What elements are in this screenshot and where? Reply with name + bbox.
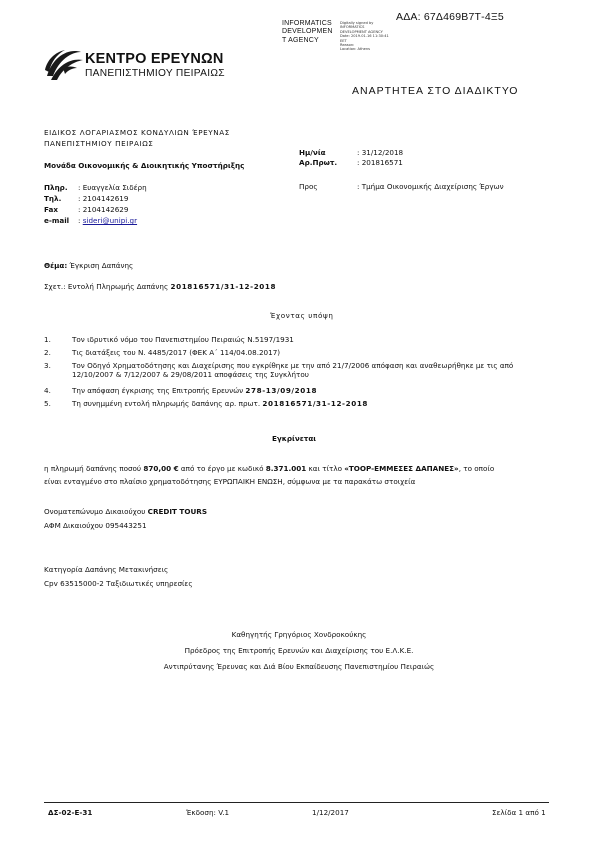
ada-code: ΑΔΑ: 67Δ469Β7Τ-4Ξ5 <box>396 11 504 23</box>
list-item: 5. Τη συνημμένη εντολή πληρωμής δαπάνης αρ. πρωτ. 201816571/31-12-2018 <box>44 399 369 408</box>
contact-row: Τηλ. : 2104142619 <box>44 194 129 203</box>
stamp-detail: Reason: <box>340 43 355 48</box>
signature-details <box>340 21 400 52</box>
stamp-detail: Date: 2019.01.16 11:30:41 <box>340 34 389 39</box>
list-item: 4. Την απόφαση έγκρισης της Επιτροπής Ερευνών 278-13/09/2018 <box>44 386 318 395</box>
contact-block <box>44 182 147 226</box>
list-item: 3. Τον Οδηγό Χρηματοδότησης και Διαχείρισης που εγκρίθηκε με την από 21/7/2006 απόφαση και αναθεωρήθηκε με τις από <box>44 361 514 370</box>
logo-title: ΚΕΝΤΡΟ ΕΡΕΥΝΩΝ <box>85 51 224 67</box>
signatory-role-2: Αντιπρύτανης Έρευνας και Διά Βίου Εκπαίδευσης Πανεπιστημίου Πειραιώς <box>163 662 435 671</box>
stamp-line: DEVELOPMEN <box>282 28 333 36</box>
subject-line: Θέμα: Έγκριση Δαπάνης <box>44 261 134 270</box>
footer-page: Σελίδα 1 από 1 <box>492 808 546 817</box>
logo-subtitle: ΠΑΝΕΠΙΣΤΗΜΙΟΥ ΠΕΙΡΑΙΩΣ <box>85 68 225 79</box>
research-center-logo-icon <box>43 46 85 82</box>
org-unit: Μονάδα Οικονομικής & Διοικητικής Υποστήριξης <box>44 161 245 170</box>
list-item: 1. Τον ιδρυτικό νόμο του Πανεπιστημίου Πειραιώς Ν.5197/1931 <box>44 335 294 344</box>
signature-block <box>44 627 554 675</box>
footer-date: 1/12/2017 <box>312 808 349 817</box>
list-item: 2. Τις διατάξεις του Ν. 4485/2017 (ΦΕΚ Α΄ 114/04.08.2017) <box>44 348 281 357</box>
signatory-role-1: Πρόεδρος της Επιτροπής Ερευνών και Διαχείρισης του Ε.Λ.Κ.Ε. <box>184 646 414 655</box>
approval-body-line-2: είναι ενταγμένο στο πλαίσιο χρηματοδότησης ΕΥΡΩΠΑΙΚΗ ΕΝΩΣΗ, σύμφωνα με τα παρακάτω στοιχεία <box>44 477 416 486</box>
contact-row: Fax : 2104142629 <box>44 205 129 214</box>
list-item-continuation: 12/10/2007 & 7/12/2007 & 29/08/2011 αποφάσεις της Συγκλήτου <box>72 370 309 379</box>
beneficiary-afm: ΑΦΜ Δικαιούχου 095443251 <box>44 521 147 530</box>
recipient-label: Προς <box>299 182 318 191</box>
signatory-name: Καθηγητής Γρηγόριος Χονδροκούκης <box>231 630 367 639</box>
stamp-detail: Location: Athens <box>340 47 370 52</box>
org-line-1: ΕΙΔΙΚΟΣ ΛΟΓΑΡΙΑΣΜΟΣ ΚΟΝΔΥΛΙΩΝ ΈΡΕΥΝΑΣ <box>44 128 230 137</box>
footer-divider <box>44 802 549 803</box>
approved-heading: Εγκρίνεται <box>272 434 317 443</box>
considering-list <box>44 335 554 412</box>
approval-body-line-1: η πληρωμή δαπάνης ποσού 870,00 € από το έργο με κωδικό 8.371.001 και τίτλο «TOOP-ΕΜΜΕΣΕΣ ΔΑΠΑΝΕΣ», το οποίο <box>44 464 495 473</box>
stamp-detail: INFORMATICS <box>340 25 365 30</box>
protocol-label: Αρ.Πρωτ. <box>299 158 338 167</box>
considering-heading: Έχοντας υπόψη <box>270 311 334 320</box>
protocol-value: : 201816571 <box>357 158 403 167</box>
related-line: Σχετ.: Εντολή Πληρωμής Δαπάνης 201816571/31-12-2018 <box>44 282 277 291</box>
date-label: Ημ/νία <box>299 148 326 157</box>
email-link[interactable]: sideri@unipi.gr <box>82 216 138 225</box>
date-value: : 31/12/2018 <box>357 148 404 157</box>
beneficiary-name: Ονοματεπώνυμο Δικαιούχου CREDIT TOURS <box>44 507 207 516</box>
stamp-line: T AGENCY <box>282 36 319 44</box>
stamp-line: INFORMATICS <box>282 20 332 27</box>
footer-doc-code: ΔΣ-02-Ε-31 <box>48 808 93 817</box>
stamp-detail: Digitally signed by <box>340 21 374 25</box>
signature-stamp <box>282 20 342 45</box>
publish-online-heading: ΑΝΑΡΤΗΤΕΑ ΣΤΟ ΔΙΑΔΙΚΤΥΟ <box>352 85 519 97</box>
expense-category: Κατηγορία Δαπάνης Μετακινήσεις <box>44 565 169 574</box>
org-line-2: ΠΑΝΕΠΙΣΤΗΜΙΟΥ ΠΕΙΡΑΙΩΣ <box>44 139 154 148</box>
recipient-value: : Τμήμα Οικονομικής Διαχείρισης Έργων <box>357 182 504 191</box>
cpv-code: Cpv 63515000-2 Ταξιδιωτικές υπηρεσίες <box>44 579 193 588</box>
stamp-detail: DEVELOPMENT AGENCY <box>340 29 383 34</box>
contact-row: e-mail : sideri@unipi.gr <box>44 216 138 225</box>
footer-edition: Έκδοση: V.1 <box>186 808 230 817</box>
stamp-detail: EET <box>340 38 347 43</box>
contact-row: Πληρ. : Ευαγγελία Σιδέρη <box>44 183 147 192</box>
